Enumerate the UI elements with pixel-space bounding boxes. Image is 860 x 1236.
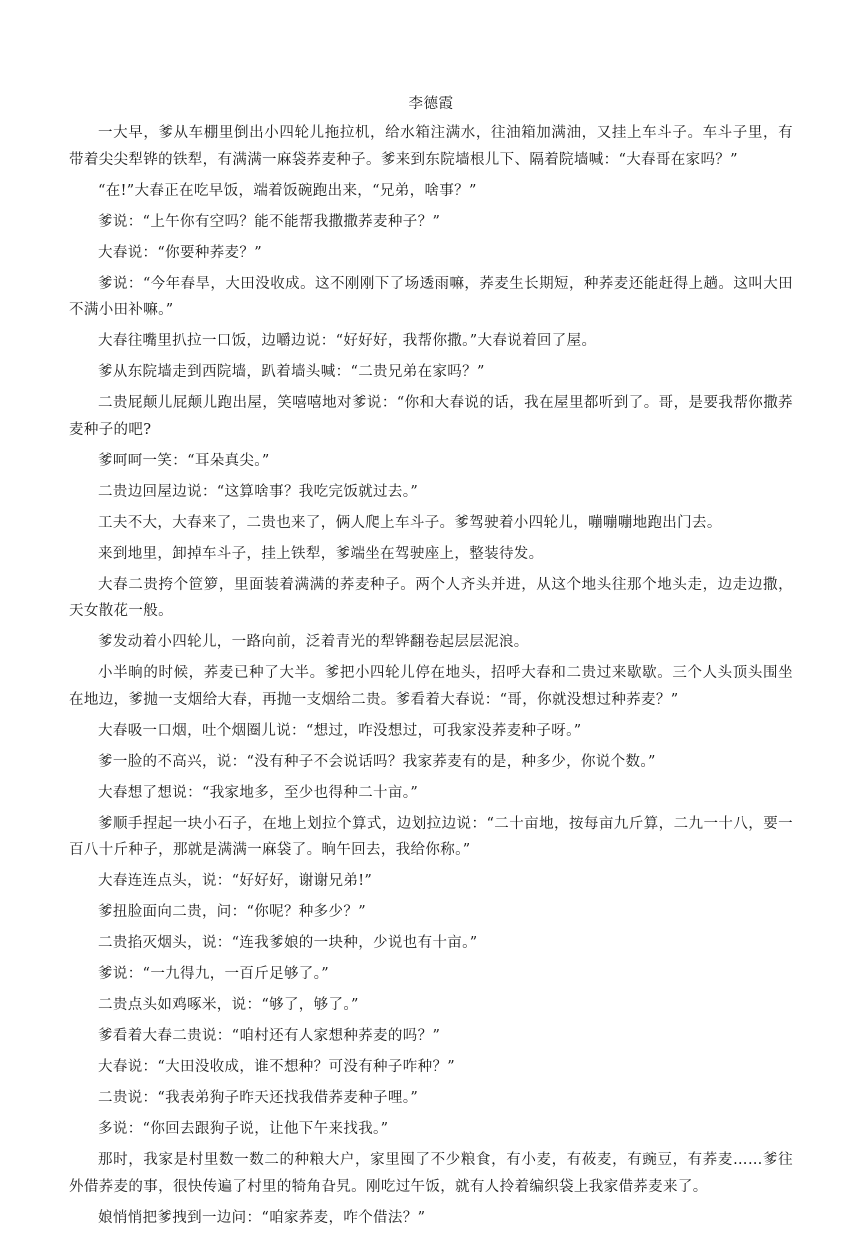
paragraph: 二贵掐灭烟头，说：“连我爹娘的一块种，少说也有十亩。” (98, 935, 478, 951)
author-name: 李德霞 (408, 96, 454, 112)
paragraph: “在!”大春正在吃早饭，端着饭碗跑出来，“兄弟，啥事？” (98, 182, 477, 199)
paragraph: 大春说：“大田没收成，谁不想种？可没有种子咋种？” (98, 1059, 456, 1075)
paragraph: 多说：“你回去跟狗子说，让他下午来找我。” (98, 1121, 389, 1137)
paragraph: 爹顺手捏起一块小石子，在地上划拉个算式，边划拉边说：“二十亩地，按每亩九斤算，二九一十八，要一百八十斤种子，那就是满满一麻袋了。晌午回去，我给你称。” (69, 815, 793, 858)
paragraph: 大春二贵挎个笸箩，里面装着满满的荞麦种子。两个人齐头并进，从这个地头往那个地头走，边走边撒，天女散花一般。 (69, 576, 793, 619)
paragraph: 爹扭脸面向二贵，问：“你呢？种多少？” (98, 904, 366, 920)
paragraph: 爹说：“今年春旱，大田没收成。这不刚刚下了场透雨嘛，荞麦生长期短，种荞麦还能赶得上趟。这叫大田不满小田补嘛。” (69, 275, 793, 318)
paragraph: 爹发动着小四轮儿，一路向前，泛着青光的犁铧翻卷起层层泥浪。 (98, 634, 529, 650)
paragraph: 大春吸一口烟，吐个烟圈儿说：“想过，咋没想过，可我家没荞麦种子呀。” (98, 722, 582, 739)
article (69, 92, 793, 1236)
paragraph: 二贵边回屋边说：“这算啥事？我吃完饭就过去。” (98, 483, 419, 500)
paragraph: 二贵点头如鸡啄米，说：“够了，够了。” (98, 997, 359, 1013)
paragraph: 大春想了想说：“我家地多，至少也得种二十亩。” (98, 784, 419, 801)
paragraph: 二贵屁颠儿屁颠儿跑出屋，笑嘻嘻地对爹说：“你和大春说的话，我在屋里都听到了。哥，是要我帮你撒荞麦种子的吧? (69, 395, 793, 438)
paragraph: 爹从东院墙走到西院墙，趴着墙头喊：“二贵兄弟在家吗？” (98, 364, 485, 380)
paragraph: 来到地里，卸掉车斗子，挂上铁犁，爹端坐在驾驶座上，整装待发。 (98, 545, 544, 562)
paragraph: 爹呵呵一笑：“耳朵真尖。” (98, 452, 270, 469)
paragraph: 大春说：“你要种荞麦？” (98, 244, 263, 261)
paragraph: 爹说：“一九得九，一百斤足够了。” (98, 966, 330, 982)
paragraph: 大春往嘴里扒拉一口饭，边嚼边说：“好好好，我帮你撒。”大春说着回了屋。 (98, 333, 597, 349)
paragraph: 小半晌的时候，荞麦已种了大半。爹把小四轮儿停在地头，招呼大春和二贵过来歇歇。三个人头顶头围坐在地边，爹抛一支烟给大春，再抛一支烟给二贵。爹看着大春说：“哥，你就没想过种荞麦？” (69, 665, 793, 708)
article-body (69, 120, 793, 1231)
paragraph: 一大早，爹从车棚里倒出小四轮儿拖拉机，给水箱注满水，往油箱加满油，又挂上车斗子。车斗子里，有带着尖尖犁铧的铁犁，有满满一麻袋荞麦种子。爹来到东院墙根儿下、隔着院墙喊：“大春哥在家吗？” (69, 125, 793, 168)
paragraph: 那时，我家是村里数一数二的种粮大户，家里囤了不少粮食，有小麦，有莜麦，有豌豆，有荞麦……爹往外借荞麦的事，很快传遍了村里的犄角旮旯。刚吃过午饭，就有人拎着编织袋上我家借荞麦来了。 (69, 1152, 793, 1195)
paragraph: 工夫不大，大春来了，二贵也来了，俩人爬上车斗子。爹驾驶着小四轮儿，嘣嘣嘣地跑出门去。 (98, 514, 722, 531)
paragraph: 爹看着大春二贵说：“咱村还有人家想种荞麦的吗？” (98, 1028, 441, 1044)
paragraph: 大春连连点头，说：“好好好，谢谢兄弟!” (98, 873, 373, 889)
paragraph: 爹说：“上午你有空吗？能不能帮我撒撒荞麦种子？” (98, 213, 441, 230)
paragraph: 二贵说：“我表弟狗子昨天还找我借荞麦种子哩。” (98, 1090, 419, 1106)
paragraph: 爹一脸的不高兴，说：“没有种子不会说话吗？我家荞麦有的是，种多少，你说个数。” (98, 753, 656, 770)
paragraph: 娘悄悄把爹拽到一边问：“咱家荞麦，咋个借法？” (98, 1209, 426, 1226)
